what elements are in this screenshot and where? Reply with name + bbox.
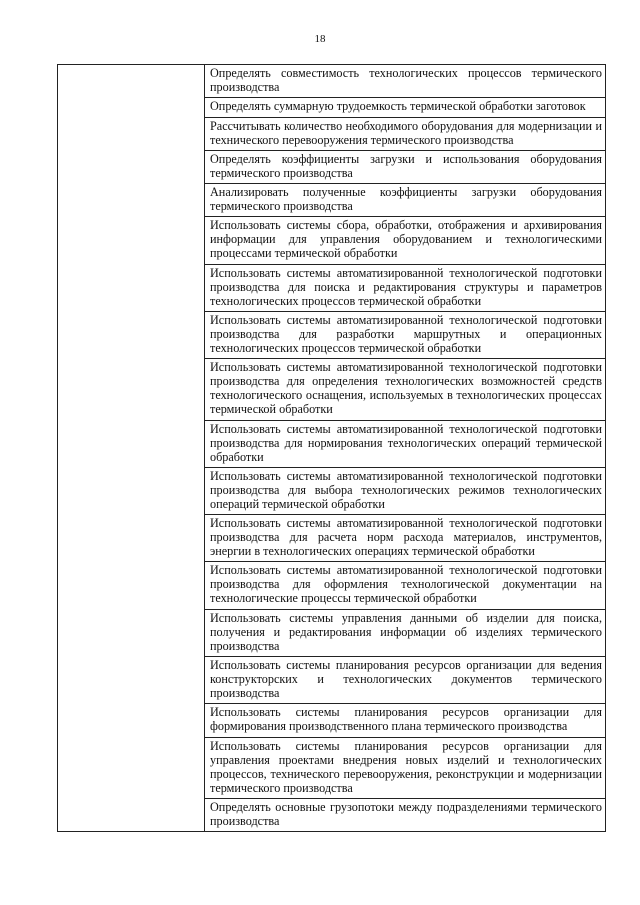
list-item: Анализировать полученные коэффициенты загрузки оборудования термического производства	[205, 184, 605, 217]
list-item: Использовать системы планирования ресурсов организации для ведения конструкторских и технологических документов термического производства	[205, 657, 605, 704]
list-item: Определять основные грузопотоки между подразделениями термического производства	[210, 799, 602, 828]
list-item: Использовать системы автоматизированной технологической подготовки производства для выбора технологических режимов технологических операций термической обработки	[205, 468, 605, 515]
list-item: Определять коэффициенты загрузки и использования оборудования термического производства	[205, 151, 605, 184]
list-item: Использовать системы планирования ресурсов организации для формирования производственного плана термического производства	[205, 704, 605, 737]
list-item: Определять совместимость технологических процессов термического производства	[205, 65, 605, 98]
empty-label-cell	[58, 65, 205, 832]
list-item: Использовать системы автоматизированной технологической подготовки производства для поиска и редактирования структуры и параметров технологических процессов термической обработки	[205, 265, 605, 312]
list-item: Использовать системы сбора, обработки, отображения и архивирования информации для управления оборудованием и технологическими процессами термической обработки	[205, 217, 605, 264]
table-row	[58, 65, 606, 832]
skills-cell	[205, 65, 606, 832]
skills-list	[205, 65, 605, 831]
skills-table	[57, 64, 606, 832]
page-number: 18	[314, 33, 326, 45]
list-item: Использовать системы автоматизированной технологической подготовки производства для разработки маршрутных и операционных технологических процессов термической обработки	[205, 312, 605, 359]
list-item: Рассчитывать количество необходимого оборудования для модернизации и технического перевооружения термического производства	[205, 118, 605, 151]
list-item: Использовать системы автоматизированной технологической подготовки производства для оформления технологической документации на технологические процессы термической обработки	[205, 562, 605, 609]
list-item: Использовать системы планирования ресурсов организации для управления проектами внедрения новых изделий и технологических процессов, технического перевооружения, реконструкции и модернизации термического производства	[205, 738, 605, 799]
list-item: Определять суммарную трудоемкость термической обработки заготовок	[205, 98, 605, 117]
list-item: Использовать системы автоматизированной технологической подготовки производства для определения технологических возможностей средств технологического оснащения, используемых в технологических процессах термической обработки	[205, 359, 605, 420]
list-item: Использовать системы автоматизированной технологической подготовки производства для расчета норм расхода материалов, инструментов, энергии в технологических операциях термической обработки	[205, 515, 605, 562]
list-item: Использовать системы автоматизированной технологической подготовки производства для нормирования технологических операций термической обработки	[205, 421, 605, 468]
list-item: Использовать системы управления данными об изделии для поиска, получения и редактирования информации об изделиях термического производства	[205, 610, 605, 657]
